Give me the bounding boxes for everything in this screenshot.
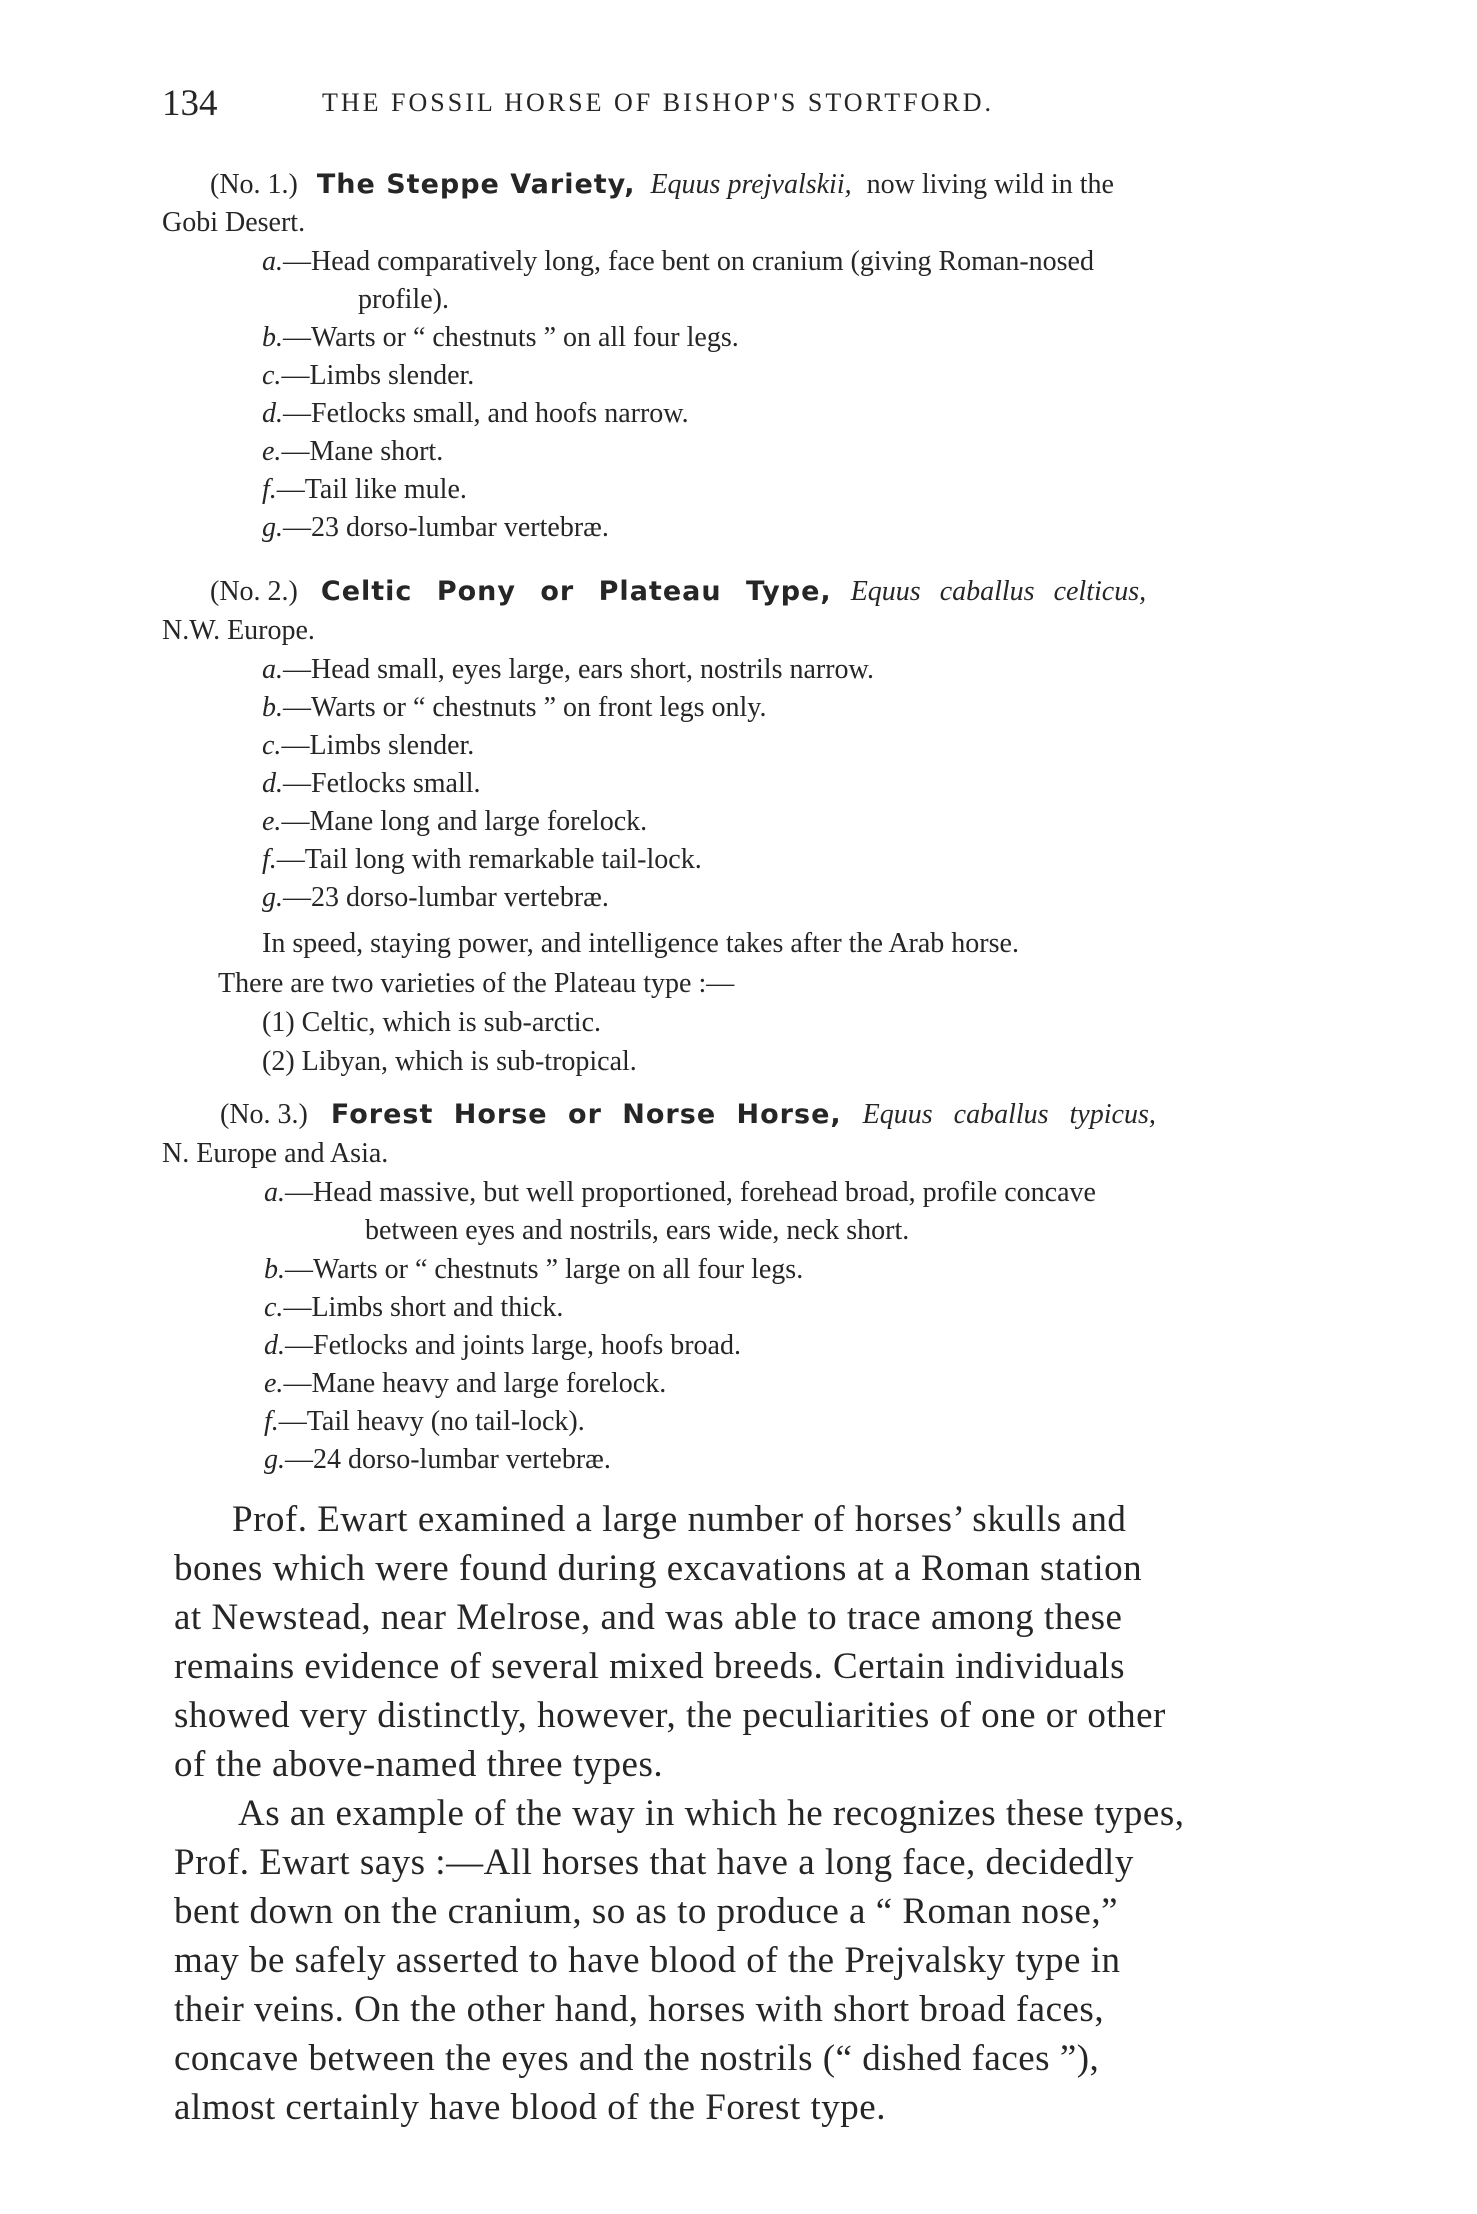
no1-title: The Steppe Variety, (316, 169, 636, 200)
no2-variety: (2) Libyan, which is sub-tropical. (262, 1046, 637, 1077)
no2-item: b.—Warts or “ chestnuts ” on front legs only. (262, 692, 767, 723)
no1-item: profile). (358, 284, 449, 315)
no3-location: N. Europe and Asia. (162, 1138, 389, 1169)
para2-line: Prof. Ewart says :—All horses that have a long face, decidedly (174, 1842, 1134, 1883)
no1-latin: Equus prejvalskii, (650, 169, 852, 200)
para1-line: at Newstead, near Melrose, and was able to trace among these (174, 1597, 1123, 1638)
para2-line: As an example of the way in which he recognizes these types, (238, 1793, 1185, 1834)
running-header (162, 82, 1322, 132)
no1-item: a.—Head comparatively long, face bent on cranium (giving Roman-nosed (262, 246, 1094, 277)
no1-number: (No. 1.) (210, 169, 298, 200)
para2-line: almost certainly have blood of the Forest type. (174, 2087, 886, 2128)
no2-location: N.W. Europe. (162, 615, 315, 646)
no1-item: f.—Tail like mule. (262, 474, 467, 505)
no3-title: Forest Horse or Norse Horse, (330, 1099, 842, 1130)
no2-title: Celtic Pony or Plateau Type, (320, 576, 832, 607)
no1-item: b.—Warts or “ chestnuts ” on all four legs. (262, 322, 739, 353)
para2-line: may be safely asserted to have blood of the Prejvalsky type in (174, 1940, 1121, 1981)
no3-number: (No. 3.) (220, 1099, 308, 1130)
no2-item: a.—Head small, eyes large, ears short, nostrils narrow. (262, 654, 874, 685)
para1-line: of the above-named three types. (174, 1744, 664, 1785)
no2-item: c.—Limbs slender. (262, 730, 475, 761)
no2-speed-note: In speed, staying power, and intelligence takes after the Arab horse. (262, 928, 1019, 959)
no2-latin: Equus caballus celticus, (850, 576, 1147, 607)
no1-item: c.—Limbs slender. (262, 360, 475, 391)
no2-item: f.—Tail long with remarkable tail-lock. (262, 844, 702, 875)
no3-item: e.—Mane heavy and large forelock. (264, 1368, 667, 1399)
para1-line: remains evidence of several mixed breeds. Certain individuals (174, 1646, 1126, 1687)
para2-line: concave between the eyes and the nostrils (“ dished faces ”), (174, 2038, 1100, 2079)
no3-item: g.—24 dorso-lumbar vertebræ. (264, 1444, 611, 1475)
para2-line: their veins. On the other hand, horses with short broad faces, (174, 1989, 1105, 2030)
no3-item: between eyes and nostrils, ears wide, neck short. (365, 1215, 910, 1246)
no1-location: Gobi Desert. (162, 207, 306, 238)
no3-item: b.—Warts or “ chestnuts ” large on all four legs. (264, 1254, 804, 1285)
no2-variety: (1) Celtic, which is sub-arctic. (262, 1007, 602, 1038)
no3-heading (220, 1098, 1156, 1132)
no3-item: f.—Tail heavy (no tail-lock). (264, 1406, 585, 1437)
no2-item: e.—Mane long and large forelock. (262, 806, 648, 837)
no1-rest: now living wild in the (866, 169, 1114, 200)
para1-line: Prof. Ewart examined a large number of horses’ skulls and (232, 1499, 1127, 1540)
para1-line: showed very distinctly, however, the peculiarities of one or other (174, 1695, 1166, 1736)
no1-item: g.—23 dorso-lumbar vertebræ. (262, 512, 609, 543)
no1-item: d.—Fetlocks small, and hoofs narrow. (262, 398, 689, 429)
running-title: THE FOSSIL HORSE OF BISHOP'S STORTFORD. (322, 88, 995, 117)
no2-item: g.—23 dorso-lumbar vertebræ. (262, 882, 609, 913)
no1-heading (210, 168, 1114, 202)
no1-item: e.—Mane short. (262, 436, 444, 467)
no3-item: d.—Fetlocks and joints large, hoofs broad. (264, 1330, 741, 1361)
no2-number: (No. 2.) (210, 576, 298, 607)
no3-item: c.—Limbs short and thick. (264, 1292, 564, 1323)
no2-varieties-intro: There are two varieties of the Plateau type :— (218, 968, 735, 999)
no3-latin: Equus caballus typicus, (862, 1099, 1156, 1130)
no2-heading (210, 575, 1146, 609)
page-number: 134 (162, 83, 218, 124)
no2-item: d.—Fetlocks small. (262, 768, 481, 799)
no3-item: a.—Head massive, but well proportioned, forehead broad, profile concave (264, 1177, 1096, 1208)
para1-line: bones which were found during excavations at a Roman station (174, 1548, 1143, 1589)
para2-line: bent down on the cranium, so as to produce a “ Roman nose,” (174, 1891, 1118, 1932)
